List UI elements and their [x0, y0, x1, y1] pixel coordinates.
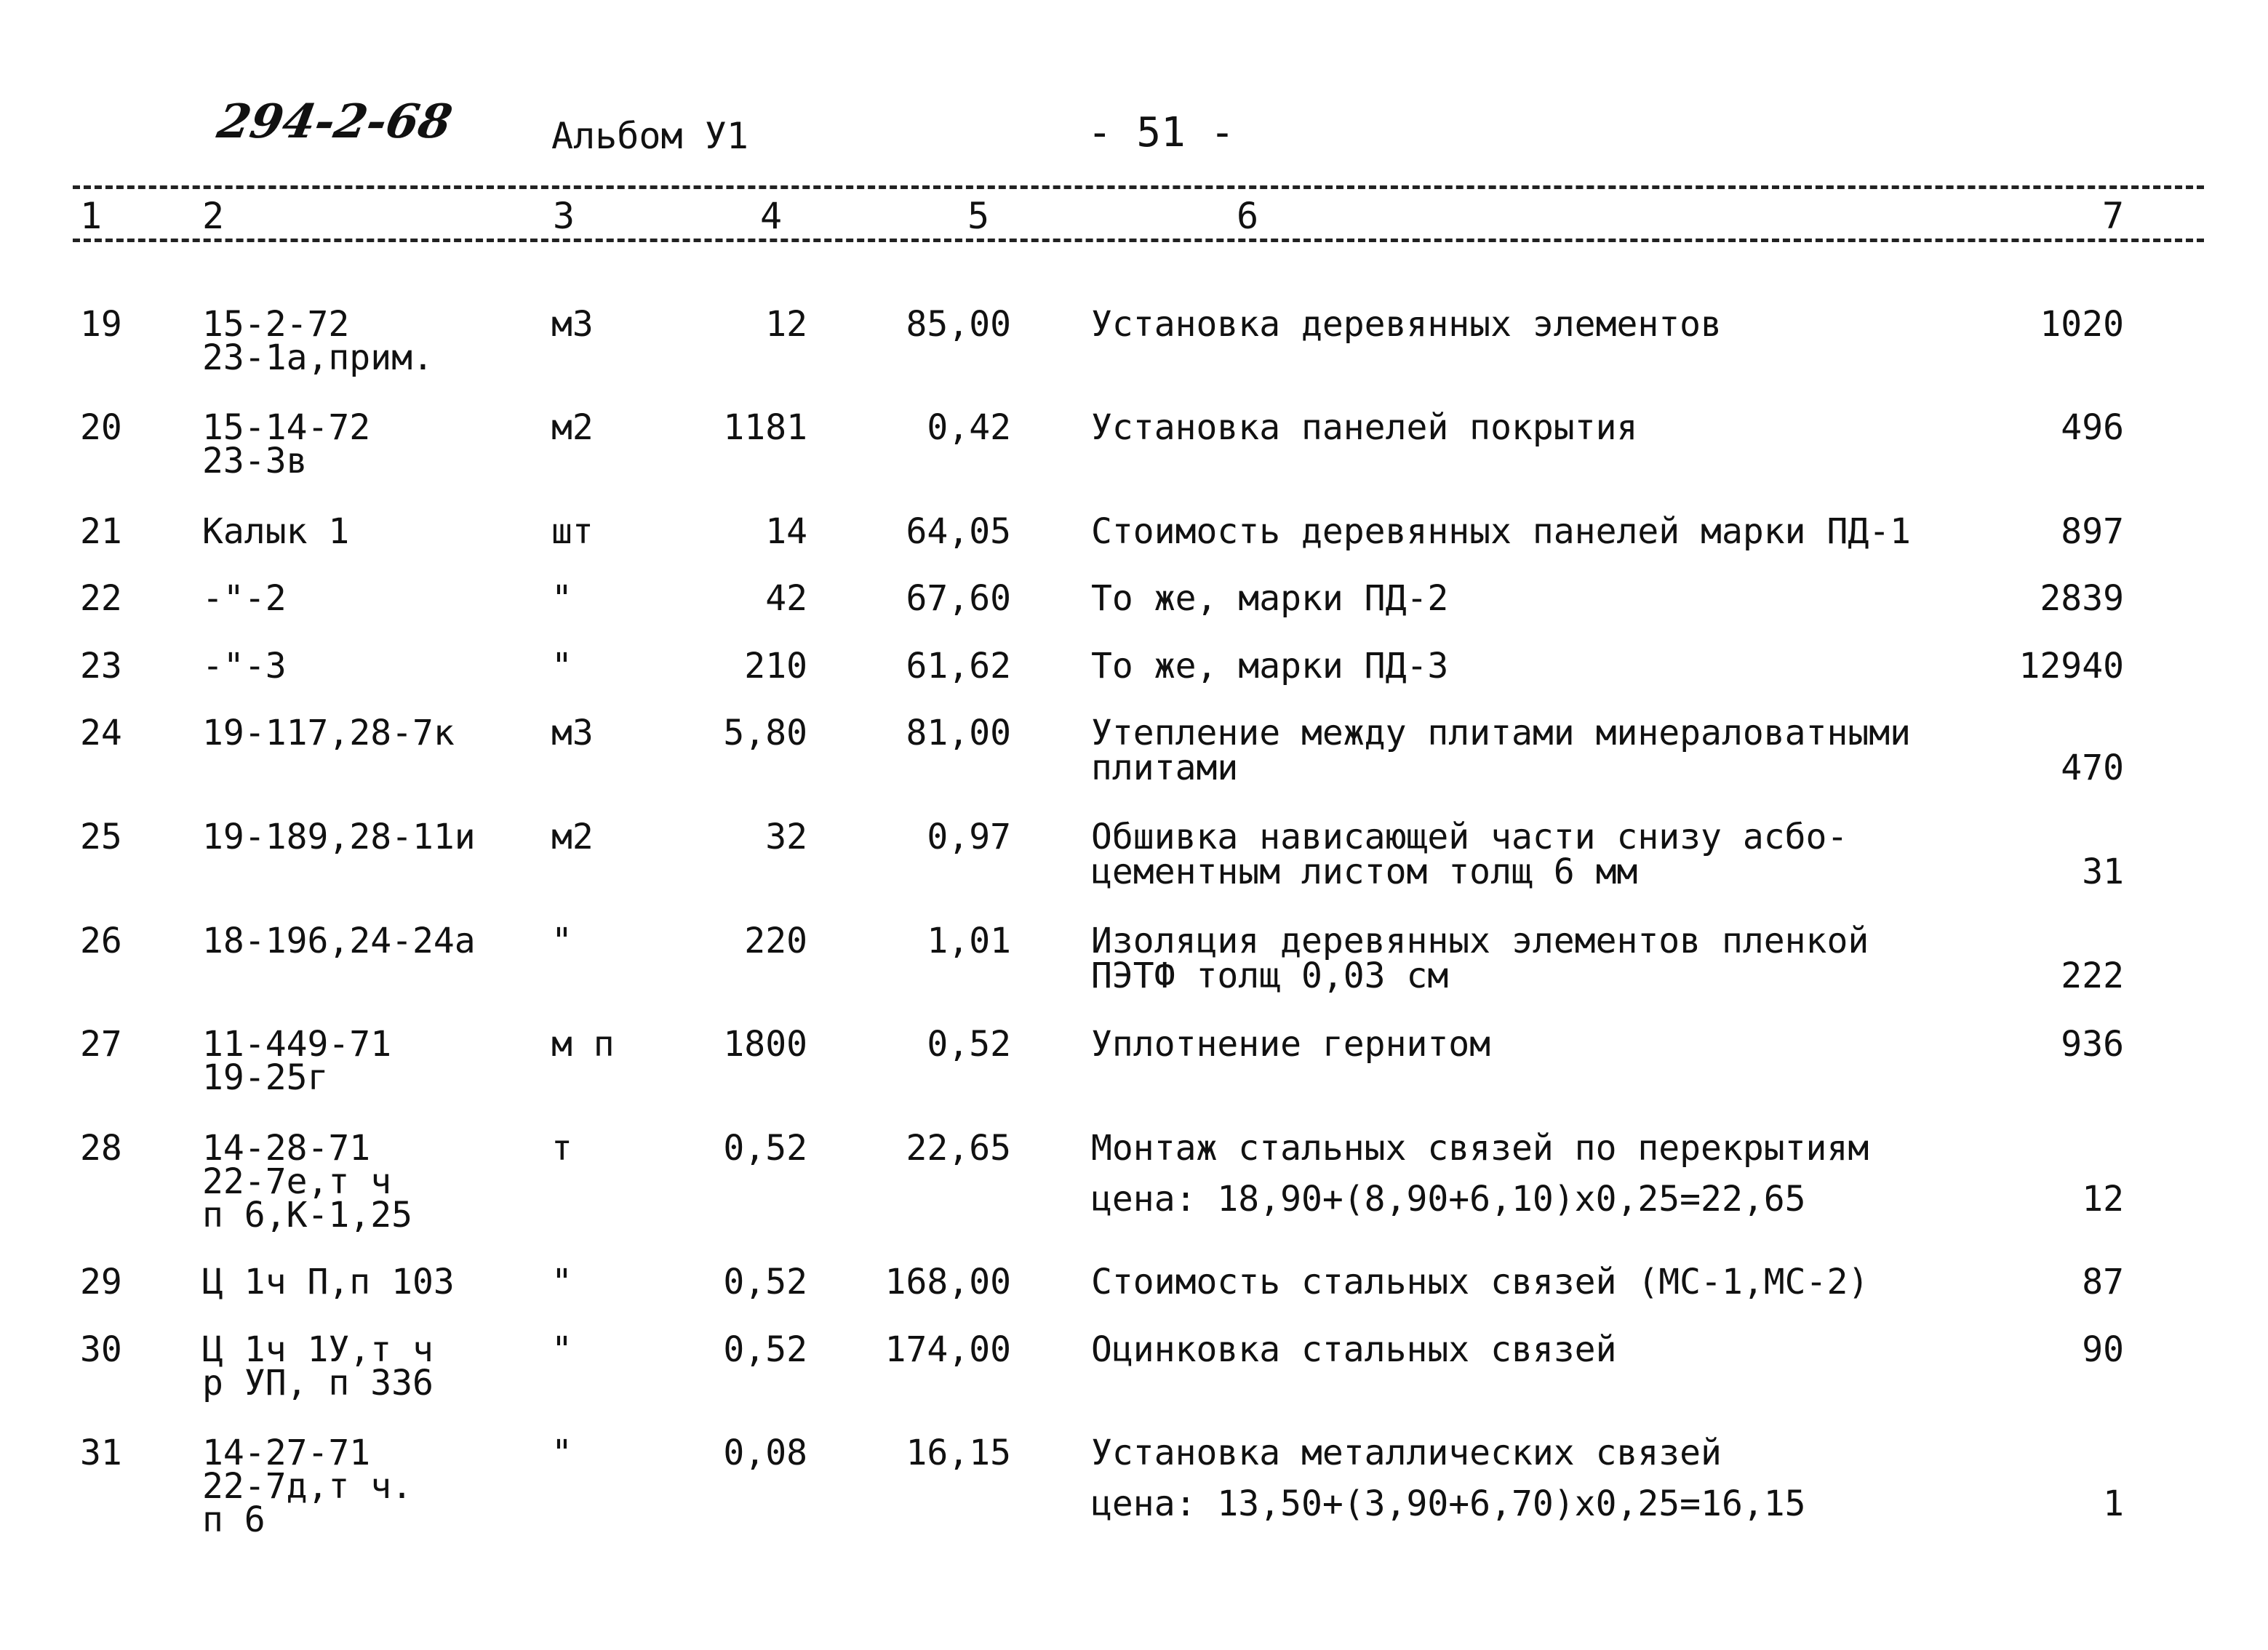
row-description-line: Изоляция деревянных элементов пленкой [1091, 921, 1869, 961]
row-code-line: 23-1а,прим. [202, 337, 434, 378]
column-number-3: 3 [553, 195, 575, 237]
column-number-5: 5 [967, 195, 990, 237]
row-code-line: 22-7д,т ч. [202, 1466, 412, 1507]
row-quantity: 14 [765, 511, 807, 552]
row-code-line: Ц 1ч П,п 103 [202, 1262, 455, 1302]
row-number: 29 [80, 1262, 122, 1302]
row-description-line: цена: 18,90+(8,90+6,10)х0,25=22,65 [1091, 1179, 1806, 1220]
row-quantity: 1800 [723, 1024, 807, 1065]
column-number-4: 4 [760, 195, 783, 237]
row-description-line: То же, марки ПД-2 [1091, 578, 1449, 619]
row-code-line: 19-117,28-7к [202, 713, 455, 753]
row-code-line: 14-27-71 [202, 1433, 371, 1473]
row-number: 28 [80, 1128, 122, 1169]
row-quantity: 1181 [723, 407, 807, 448]
row-description [1091, 921, 1869, 996]
row-price: 64,05 [906, 511, 1011, 552]
row-description-line: Стоимость деревянных панелей марки ПД-1 [1091, 511, 1912, 552]
row-code-line: 22-7е,т ч [202, 1161, 392, 1202]
row-code [202, 513, 349, 550]
row-code-line: 14-28-71 [202, 1128, 371, 1169]
row-unit: м3 [551, 304, 594, 345]
row-description-line: Установка панелей покрытия [1091, 407, 1638, 448]
row-total: 12940 [2019, 646, 2124, 686]
row-number: 24 [80, 713, 122, 753]
row-code [202, 1263, 455, 1301]
row-number: 25 [80, 817, 122, 857]
row-unit: " [551, 578, 572, 619]
row-code [202, 304, 434, 378]
row-description-line: цена: 13,50+(3,90+6,70)х0,25=16,15 [1091, 1483, 1806, 1524]
row-description-line: Монтаж стальных связей по перекрытиям [1091, 1128, 1869, 1169]
row-description [1091, 511, 1912, 552]
row-description-line: То же, марки ПД-3 [1091, 646, 1449, 686]
row-quantity: 0,52 [723, 1128, 807, 1169]
column-number-7: 7 [2102, 195, 2125, 237]
row-code [202, 647, 287, 685]
row-price: 0,42 [927, 407, 1011, 448]
row-description-line: Утепление между плитами минераловатными [1091, 713, 1912, 753]
row-total: 470 [2061, 748, 2124, 788]
row-description-line: Обшивка нависающей части снизу асбо- [1091, 817, 1848, 857]
row-unit: " [551, 921, 572, 961]
page-number: - 51 - [1087, 109, 1235, 156]
row-description [1091, 578, 1449, 619]
row-code-line: -"-2 [202, 578, 287, 619]
row-total: 936 [2061, 1024, 2124, 1065]
header-divider-bottom [73, 239, 2204, 242]
row-code-line: 15-2-72 [202, 304, 350, 345]
row-description [1091, 817, 1848, 892]
row-total: 31 [2082, 852, 2124, 892]
row-price: 61,62 [906, 646, 1011, 686]
column-number-2: 2 [202, 195, 225, 237]
row-total: 897 [2061, 511, 2124, 552]
row-unit: " [551, 1433, 572, 1473]
row-quantity: 12 [765, 304, 807, 345]
row-description-line: Уплотнение гернитом [1091, 1024, 1491, 1065]
document-code: 294-2-68 [213, 95, 456, 149]
row-description [1091, 407, 1638, 448]
row-unit: " [551, 1329, 572, 1370]
column-number-1: 1 [80, 195, 103, 237]
row-description-line: Установка деревянных элементов [1091, 304, 1722, 345]
header-divider-top [73, 185, 2204, 189]
row-unit: м2 [551, 407, 594, 448]
row-code-line: Ц 1ч 1У,т ч [202, 1329, 434, 1370]
row-quantity: 0,08 [723, 1433, 807, 1473]
row-code-line: 15-14-72 [202, 407, 371, 448]
row-total: 1 [2103, 1483, 2124, 1524]
row-number: 22 [80, 578, 122, 619]
row-description [1091, 1129, 1869, 1231]
row-description-line: цементным листом толщ 6 мм [1091, 852, 1638, 892]
row-unit: " [551, 646, 572, 686]
row-price: 16,15 [906, 1433, 1011, 1473]
row-description [1091, 1434, 1806, 1536]
row-price: 22,65 [906, 1128, 1011, 1169]
row-unit: " [551, 1262, 572, 1302]
row-code [202, 580, 287, 617]
row-code [202, 1128, 412, 1236]
row-number: 20 [80, 407, 122, 448]
album-label: Альбом У1 [551, 115, 748, 157]
row-price: 168,00 [885, 1262, 1011, 1302]
row-description-line: Установка металлических связей [1091, 1433, 1722, 1473]
row-description [1091, 1024, 1491, 1065]
row-total: 87 [2082, 1262, 2124, 1302]
row-price: 81,00 [906, 713, 1011, 753]
row-total: 222 [2061, 956, 2124, 996]
row-number: 21 [80, 511, 122, 552]
row-code [202, 818, 476, 856]
row-description [1091, 1329, 1617, 1370]
row-description-line: плитами [1091, 748, 1239, 788]
row-total: 12 [2082, 1179, 2124, 1220]
row-unit: шт [551, 511, 594, 552]
row-quantity: 220 [744, 921, 807, 961]
row-description [1091, 646, 1449, 686]
row-total: 2839 [2040, 578, 2124, 619]
row-unit: м3 [551, 713, 594, 753]
row-price: 1,01 [927, 921, 1011, 961]
row-quantity: 0,52 [723, 1262, 807, 1302]
row-code [202, 1329, 434, 1403]
row-code-line: Калык 1 [202, 511, 350, 552]
row-quantity: 0,52 [723, 1329, 807, 1370]
row-code [202, 714, 455, 752]
column-number-6: 6 [1237, 195, 1259, 237]
row-price: 85,00 [906, 304, 1011, 345]
row-code [202, 407, 371, 481]
row-quantity: 5,80 [723, 713, 807, 753]
row-unit: м2 [551, 817, 594, 857]
row-description-line: Стоимость стальных связей (МС-1,МС-2) [1091, 1262, 1869, 1302]
row-code-line: 19-189,28-11и [202, 817, 476, 857]
row-total: 1020 [2040, 304, 2124, 345]
row-price: 0,52 [927, 1024, 1011, 1065]
row-unit: м п [551, 1024, 615, 1065]
row-quantity: 42 [765, 578, 807, 619]
row-price: 174,00 [885, 1329, 1011, 1370]
row-number: 19 [80, 304, 122, 345]
row-number: 26 [80, 921, 122, 961]
row-description-line: Оцинковка стальных связей [1091, 1329, 1617, 1370]
row-code [202, 1433, 412, 1540]
row-code [202, 922, 476, 960]
row-description [1091, 1262, 1869, 1302]
row-description [1091, 713, 1912, 788]
row-quantity: 32 [765, 817, 807, 857]
row-code-line: р УП, п 336 [202, 1363, 434, 1403]
row-price: 0,97 [927, 817, 1011, 857]
row-code-line: 19-25г [202, 1057, 329, 1098]
row-code-line: 18-196,24-24а [202, 921, 476, 961]
row-code-line: п 6 [202, 1499, 265, 1540]
row-price: 67,60 [906, 578, 1011, 619]
row-description [1091, 304, 1722, 345]
row-number: 23 [80, 646, 122, 686]
row-code-line: -"-3 [202, 646, 287, 686]
row-unit: т [551, 1128, 572, 1169]
row-code-line: 23-3в [202, 441, 308, 481]
row-number: 31 [80, 1433, 122, 1473]
row-total: 90 [2082, 1329, 2124, 1370]
row-number: 30 [80, 1329, 122, 1370]
row-number: 27 [80, 1024, 122, 1065]
row-code-line: 11-449-71 [202, 1024, 392, 1065]
row-code-line: п 6,К-1,25 [202, 1195, 412, 1236]
row-total: 496 [2061, 407, 2124, 448]
row-code [202, 1024, 392, 1098]
row-description-line: ПЭТФ толщ 0,03 см [1091, 956, 1449, 996]
row-quantity: 210 [744, 646, 807, 686]
